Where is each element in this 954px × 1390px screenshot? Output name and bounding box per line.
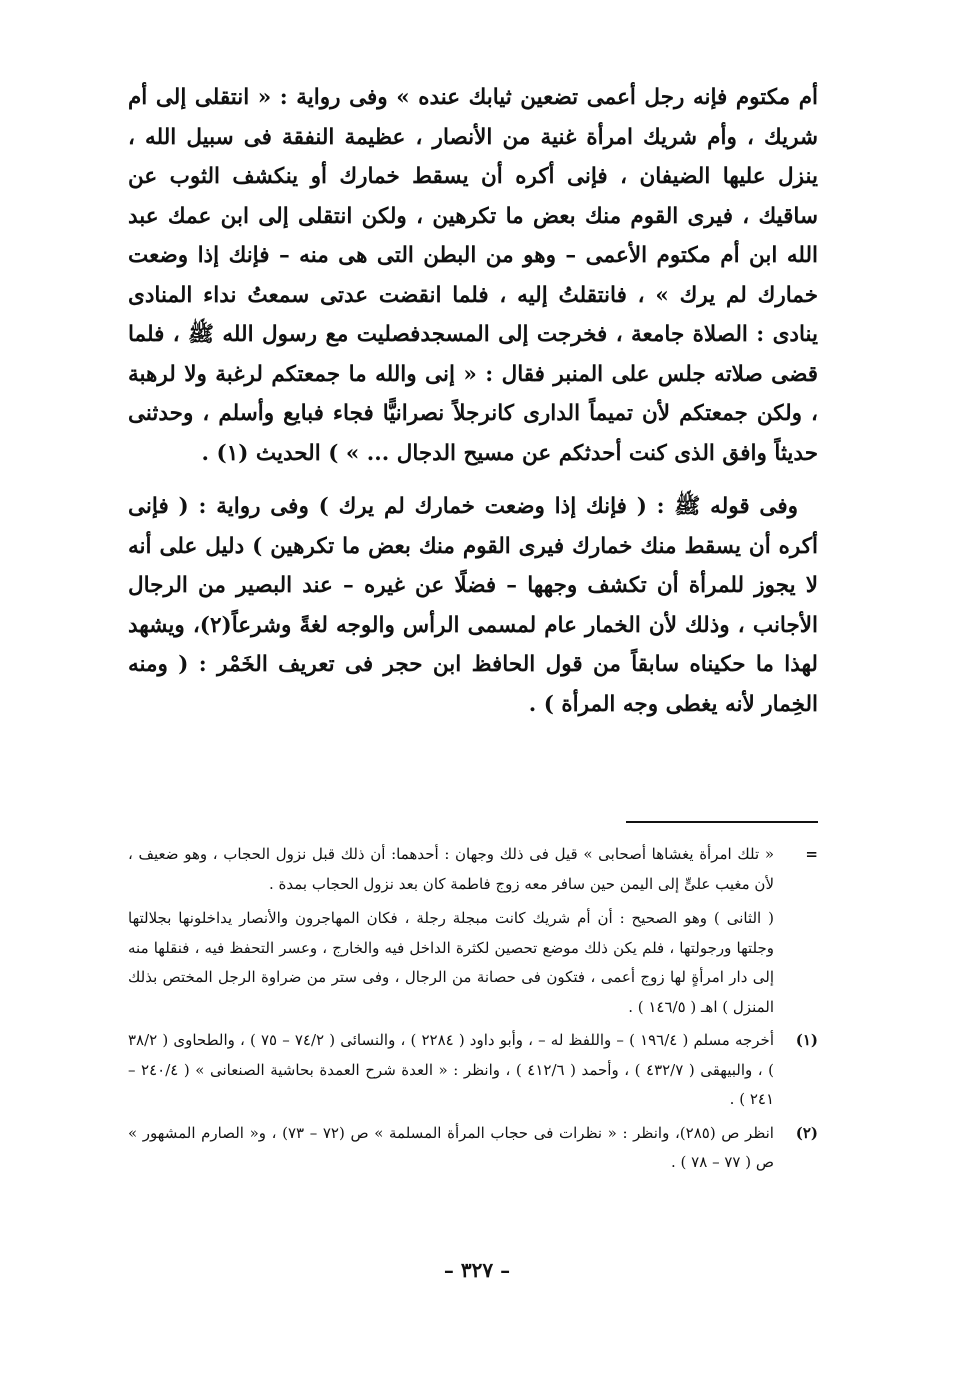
footnote-paragraph: « تلك امرأة يغشاها أصحابى » قيل فى ذلك وجهان : أحدهما: أن ذلك قبل نزول الحجاب ، وهو ضعيف ، لأن مغيب علىٍّ إلى اليمن حين سافر معه زوج فاطمة كان بعد نزول الحجاب بمدة . bbox=[128, 845, 774, 893]
body-paragraph: وفى قوله ﷺ : ( فإنك إذا وضعت خمارك لم يرك ) وفى رواية : ( فإنى أكره أن يسقط منك خمارك فيرى القوم منك بعض ما تكرهين ) دليل على أنه لا يجوز للمرأة أن تكشف وجهها – فضلًا عن غيره – عند البصير من الرجال الأجانب ، وذلك لأن الخمار عام لمسمى الرأس والوجه لغةً وشرعاً(٢)، ويشهد لهذا ما حكيناه سابقاً من قول الحافظ ابن حجر فى تعريف الخَمْر : ( ومنه الخِمار لأنه يغطى وجه المرأة ) . bbox=[128, 494, 819, 717]
footnote-separator bbox=[626, 821, 818, 823]
footnotes bbox=[128, 840, 818, 1178]
footnote-text bbox=[128, 1119, 774, 1178]
page-number: – ٣٢٧ – bbox=[443, 1258, 511, 1282]
footnote-marker: = bbox=[805, 845, 818, 863]
footnote-continued bbox=[128, 840, 818, 1022]
body-paragraph: أم مكتوم فإنه رجل أعمى تضعين ثيابك عنده » وفى رواية : « انتقلى إلى أم شريك ، وأم شريك امرأة غنية من الأنصار ، عظيمة النفقة فى سبيل الله ، ينزل عليها الضيفان ، فإنى أكره أن يسقط خمارك أو ينكشف الثوب عن ساقيك ، فيرى القوم منك بعض ما تكرهين ، ولكن انتقلى إلى ابن عمك عبد الله ابن أم مكتوم الأعمى – وهو من البطن التى هى منه – فإنك إذا وضعت خمارك لم يرك » ، فانتقلتُ إليه ، فلما انقضت عدتى سمعتُ نداء المنادى ينادى : الصلاة جامعة ، فخرجت إلى المسجدفصليت مع رسول الله ﷺ ، فلما قضى صلاته جلس على المنبر فقال : « إنى والله ما جمعتكم لرغبة ولا لرهبة ، ولكن جمعتكم لأن تميماً الدارى كانرجلاً نصرانيًّا فجاء فبايع وأسلم ، وحدثنى حديثاً وافق الذى كنت أحدثكم عن مسيح الدجال ... » ) الحديث (١) . bbox=[128, 85, 818, 466]
footnote-paragraph: أخرجه مسلم ( ١٩٦/٤ ) – واللفظ له – ، وأبو داود ( ٢٢٨٤ ) ، والنسائى ( ٧٤/٢ – ٧٥ ) ، والطحاوى ( ٣٨/٢ ) ، والبيهقى ( ٤٣٢/٧ ) ، وأحمد ( ٤١٢/٦ ) ، وانظر : « العدة شرح العمدة بحاشية الصنعانى » ( ٢٤٠/٤ – ٢٤١ ) . bbox=[128, 1031, 775, 1108]
footnote-text bbox=[128, 1026, 774, 1115]
footnote-marker: (٢) bbox=[795, 1123, 818, 1142]
footnote-paragraph: انظر ص (٢٨٥)، وانظر : « نظرات فى حجاب المرأة المسلمة » ص (٧٢ – ٧٣) ، و« الصارم المشهور » ص ( ٧٧ – ٧٨ ) . bbox=[128, 1123, 774, 1171]
footnote-1 bbox=[128, 1026, 818, 1115]
footnote-text bbox=[128, 840, 774, 1022]
footnote-2 bbox=[128, 1119, 818, 1178]
footnote-paragraph: ( الثانى ) وهو الصحيح : أن أم شريك كانت مبجلة رجلة ، فكان المهاجرون والأنصار يداخلونها بجلالتها وجلتها ورجولتها ، فلم يكن ذلك موضع تحصين لكثرة الداخل فيه والخارج ، وعسر التحفظ فيه ، فنقلها منه إلى دار امرأةٍ لها زوج أعمى ، فتكون فى حصانة من الرجال ، وفى ستر من ضراوة الرجل المختص بذلك المنزل ) اهـ ( ١٤٦/٥ ) . bbox=[128, 909, 774, 1016]
main-text bbox=[128, 78, 818, 724]
footnote-marker: (١) bbox=[795, 1031, 818, 1049]
